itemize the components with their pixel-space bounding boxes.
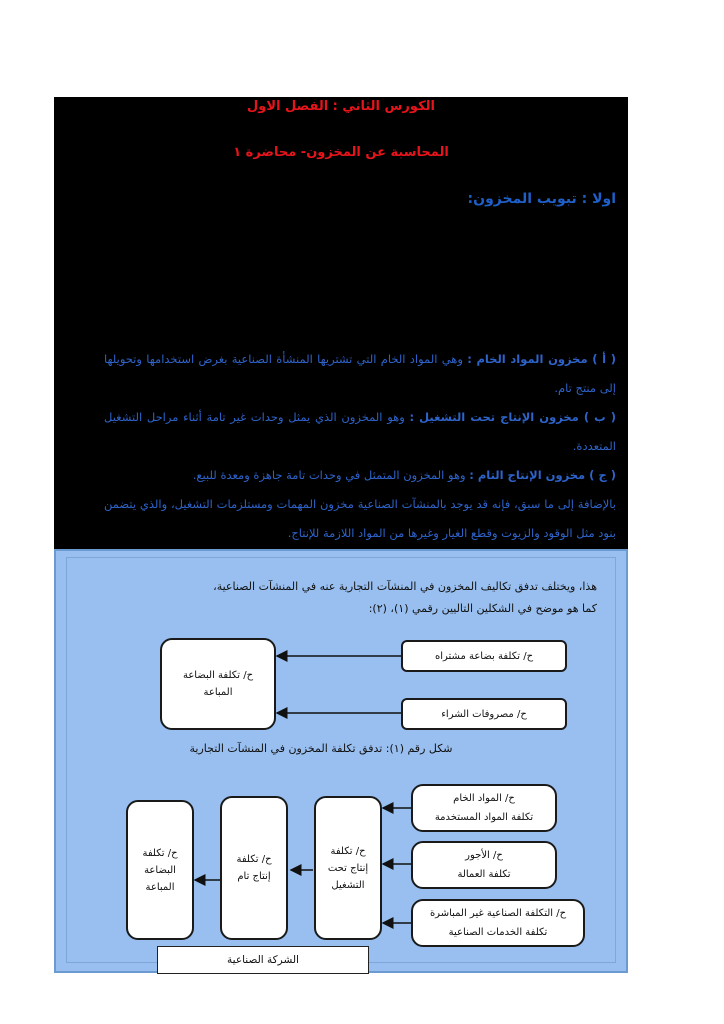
box-cogs-fig2 xyxy=(126,800,194,940)
box-label: ح/ تكلفة بضاعة مشتراه xyxy=(434,650,534,662)
box-wages xyxy=(411,841,557,889)
box-label: المباعة xyxy=(145,881,175,893)
box-raw-materials xyxy=(411,784,557,832)
box-work-in-process xyxy=(314,796,382,940)
paragraph-prefix: ( ب ) مخزون الإنتاج تحت التشغيل : xyxy=(409,410,616,424)
box-label: ح/ تكلفة xyxy=(330,845,366,857)
paragraph-body: وهو المخزون الذي يمثل وحدات غير تامة أثناء مراحل التشغيل المتعددة. xyxy=(104,410,616,453)
box-finished-goods xyxy=(220,796,288,940)
box-purchase-expenses xyxy=(401,698,567,730)
paragraph-finished-goods xyxy=(104,461,616,490)
box-label: تكلفة العمالة xyxy=(457,869,511,880)
box-label: البضاعة xyxy=(144,864,176,876)
box-label: ح/ تكلفة xyxy=(142,847,178,859)
paragraph-body: بالإضافة إلى ما سبق، فإنه قد يوجد بالمنشآت الصناعية مخزون المهمات ومستلزمات التشغيل، والذي يتضمن بنود مثل الوقود والزيوت وقطع الغيار وغيرها من المواد اللازمة للإنتاج. xyxy=(104,497,616,540)
paragraph-body: وهو المخزون المتمثل في وحدات تامة جاهزة ومعدة للبيع. xyxy=(192,468,470,482)
box-label: ح/ الأجور xyxy=(465,850,503,861)
figure2-caption: الشركة الصناعية xyxy=(157,946,369,974)
figures-inner-frame xyxy=(66,557,616,966)
paragraph-prefix: ( ج ) مخزون الإنتاج التام : xyxy=(469,468,616,482)
paragraph-raw-materials xyxy=(104,345,616,403)
inventory-classification-text xyxy=(104,345,616,548)
figures-panel xyxy=(54,549,628,973)
lecture-text-block xyxy=(54,97,628,549)
paragraph-supplies xyxy=(104,490,616,548)
section-title: اولا : تبويب المخزون: xyxy=(467,191,616,207)
course-heading: الكورس الثاني : الفصل الاول xyxy=(247,99,435,114)
box-label: التشغيل xyxy=(331,879,365,891)
box-label: ح/ تكلفة البضاعة xyxy=(182,670,254,681)
box-label: تكلفة الخدمات الصناعية xyxy=(448,927,548,938)
paragraph-work-in-process xyxy=(104,403,616,461)
box-label: ح/ تكلفة xyxy=(236,854,272,865)
box-label: المباعة xyxy=(203,687,233,698)
box-label: ح/ التكلفة الصناعية غير المباشرة xyxy=(429,908,567,919)
box-purchased-goods xyxy=(401,640,567,672)
lecture-heading: المحاسبة عن المخزون- محاضرة ١ xyxy=(233,145,449,160)
box-label: إنتاج تحت xyxy=(327,862,369,874)
paragraph-body: وهي المواد الخام التي تشتريها المنشأة الصناعية بغرض استخدامها وتحويلها إلى منتج تام. xyxy=(104,352,616,395)
box-overhead xyxy=(411,899,585,947)
figure1-caption: شكل رقم (١): تدفق تكلفة المخزون في المنشآت التجارية xyxy=(189,742,453,755)
paragraph-prefix: ( أ ) مخزون المواد الخام : xyxy=(467,352,616,366)
box-label: إنتاج تام xyxy=(237,871,271,882)
box-label: ح/ مصروفات الشراء xyxy=(441,708,527,720)
box-label: ح/ المواد الخام xyxy=(453,793,515,804)
box-cogs-fig1 xyxy=(160,638,276,730)
intro-line: هذا، ويختلف تدفق تكاليف المخزون في المنشآت التجارية عنه في المنشآت الصناعية، xyxy=(213,580,597,593)
figures-intro xyxy=(87,576,597,620)
box-label: تكلفة المواد المستخدمة xyxy=(434,812,534,823)
intro-line: كما هو موضح في الشكلين التاليين رقمي (١)، (٢): xyxy=(368,602,597,615)
